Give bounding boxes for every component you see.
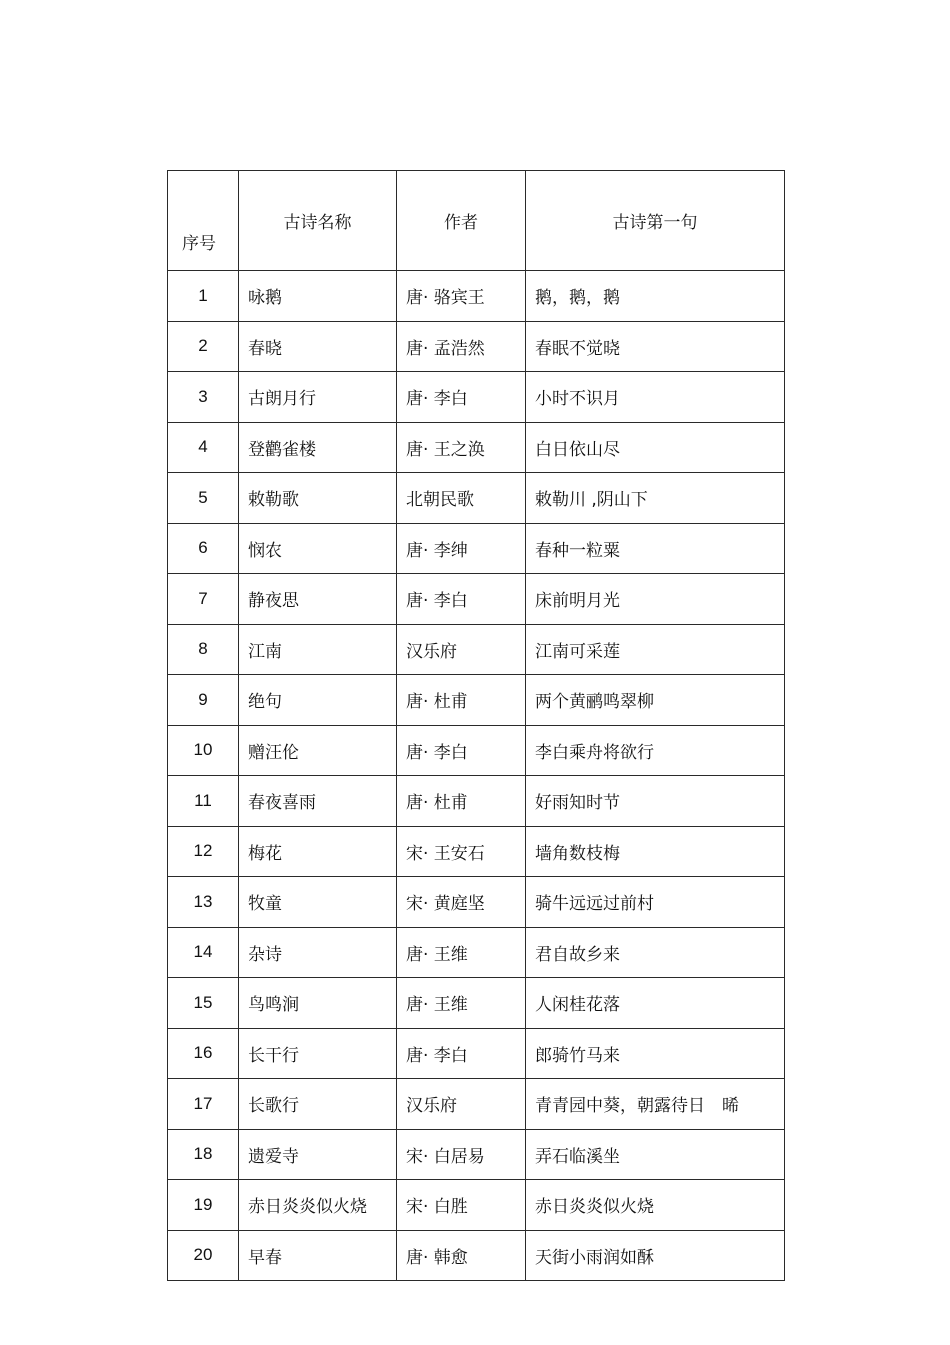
- poem-title: 早春: [239, 1230, 397, 1281]
- poem-title: 敕勒歌: [239, 473, 397, 524]
- poem-author: 唐· 韩愈: [397, 1230, 526, 1281]
- row-number: 7: [168, 574, 239, 625]
- table-row: [168, 927, 785, 978]
- poem-first-line: 人闲桂花落: [526, 978, 785, 1029]
- poem-author: 唐· 李白: [397, 372, 526, 423]
- poem-title: 鸟鸣涧: [239, 978, 397, 1029]
- poem-first-line: 敕勒川 ,阴山下: [526, 473, 785, 524]
- row-number: 19: [168, 1180, 239, 1231]
- poem-title: 梅花: [239, 826, 397, 877]
- header-poem-title: 古诗名称: [239, 171, 397, 271]
- poem-author: 唐· 杜甫: [397, 776, 526, 827]
- table-row: [168, 1129, 785, 1180]
- poem-author: 唐· 王维: [397, 978, 526, 1029]
- table-row: [168, 1230, 785, 1281]
- poem-author: 唐· 骆宾王: [397, 271, 526, 322]
- poem-title: 长歌行: [239, 1079, 397, 1130]
- poem-title: 赤日炎炎似火烧: [239, 1180, 397, 1231]
- header-first-line: 古诗第一句: [526, 171, 785, 271]
- poem-author: 唐· 李白: [397, 1028, 526, 1079]
- row-number: 18: [168, 1129, 239, 1180]
- table-row: [168, 523, 785, 574]
- row-number: 4: [168, 422, 239, 473]
- row-number: 6: [168, 523, 239, 574]
- poem-title: 春夜喜雨: [239, 776, 397, 827]
- table-row: [168, 473, 785, 524]
- poem-first-line: 李白乘舟将欲行: [526, 725, 785, 776]
- poem-author: 宋· 王安石: [397, 826, 526, 877]
- poem-first-line: 赤日炎炎似火烧: [526, 1180, 785, 1231]
- poem-first-line: 小时不识月: [526, 372, 785, 423]
- row-number: 8: [168, 624, 239, 675]
- table-row: [168, 675, 785, 726]
- row-number: 20: [168, 1230, 239, 1281]
- poem-first-line: 君自故乡来: [526, 927, 785, 978]
- poem-first-line: 郎骑竹马来: [526, 1028, 785, 1079]
- table-row: [168, 321, 785, 372]
- poem-table: [167, 170, 785, 1281]
- table-row: [168, 271, 785, 322]
- poem-first-line: 白日依山尽: [526, 422, 785, 473]
- table-row: [168, 826, 785, 877]
- poem-title: 登鹳雀楼: [239, 422, 397, 473]
- poem-author: 唐· 孟浩然: [397, 321, 526, 372]
- table-row: [168, 1028, 785, 1079]
- poem-first-line: 春种一粒粟: [526, 523, 785, 574]
- poem-author: 唐· 杜甫: [397, 675, 526, 726]
- row-number: 13: [168, 877, 239, 928]
- poem-author: 唐· 李白: [397, 725, 526, 776]
- table-row: [168, 1079, 785, 1130]
- table-row: [168, 776, 785, 827]
- table-header-row: [168, 171, 785, 271]
- poem-title: 赠汪伦: [239, 725, 397, 776]
- row-number: 1: [168, 271, 239, 322]
- poem-author: 唐· 李绅: [397, 523, 526, 574]
- poem-author: 宋· 黄庭坚: [397, 877, 526, 928]
- header-author: 作者: [397, 171, 526, 271]
- poem-table-body: [168, 171, 785, 1281]
- table-row: [168, 978, 785, 1029]
- row-number: 3: [168, 372, 239, 423]
- row-number: 9: [168, 675, 239, 726]
- poem-first-line: 江南可采莲: [526, 624, 785, 675]
- poem-author: 唐· 李白: [397, 574, 526, 625]
- poem-author: 宋· 白胜: [397, 1180, 526, 1231]
- table-row: [168, 624, 785, 675]
- row-number: 2: [168, 321, 239, 372]
- poem-title: 江南: [239, 624, 397, 675]
- table-row: [168, 877, 785, 928]
- poem-author: 唐· 王维: [397, 927, 526, 978]
- poem-title: 长干行: [239, 1028, 397, 1079]
- row-number: 12: [168, 826, 239, 877]
- row-number: 14: [168, 927, 239, 978]
- poem-title: 杂诗: [239, 927, 397, 978]
- poem-first-line: 青青园中葵，朝露待日 晞: [526, 1079, 785, 1130]
- poem-first-line: 天街小雨润如酥: [526, 1230, 785, 1281]
- poem-title: 绝句: [239, 675, 397, 726]
- poem-first-line: 床前明月光: [526, 574, 785, 625]
- table-row: [168, 725, 785, 776]
- poem-first-line: 春眠不觉晓: [526, 321, 785, 372]
- poem-author: 北朝民歌: [397, 473, 526, 524]
- poem-title: 牧童: [239, 877, 397, 928]
- poem-title: 遗爱寺: [239, 1129, 397, 1180]
- poem-author: 宋· 白居易: [397, 1129, 526, 1180]
- poem-first-line: 好雨知时节: [526, 776, 785, 827]
- poem-title: 咏鹅: [239, 271, 397, 322]
- table-row: [168, 422, 785, 473]
- poem-first-line: 骑牛远远过前村: [526, 877, 785, 928]
- row-number: 11: [168, 776, 239, 827]
- poem-title: 悯农: [239, 523, 397, 574]
- poem-first-line: 鹅，鹅，鹅: [526, 271, 785, 322]
- poem-title: 静夜思: [239, 574, 397, 625]
- poem-author: 汉乐府: [397, 624, 526, 675]
- table-row: [168, 574, 785, 625]
- poem-author: 唐· 王之涣: [397, 422, 526, 473]
- row-number: 17: [168, 1079, 239, 1130]
- poem-author: 汉乐府: [397, 1079, 526, 1130]
- row-number: 16: [168, 1028, 239, 1079]
- poem-first-line: 墙角数枝梅: [526, 826, 785, 877]
- row-number: 10: [168, 725, 239, 776]
- table-row: [168, 1180, 785, 1231]
- row-number: 5: [168, 473, 239, 524]
- poem-title: 古朗月行: [239, 372, 397, 423]
- table-row: [168, 372, 785, 423]
- row-number: 15: [168, 978, 239, 1029]
- poem-first-line: 弄石临溪坐: [526, 1129, 785, 1180]
- header-number: 序号: [168, 171, 239, 271]
- poem-first-line: 两个黄鹂鸣翠柳: [526, 675, 785, 726]
- poem-title: 春晓: [239, 321, 397, 372]
